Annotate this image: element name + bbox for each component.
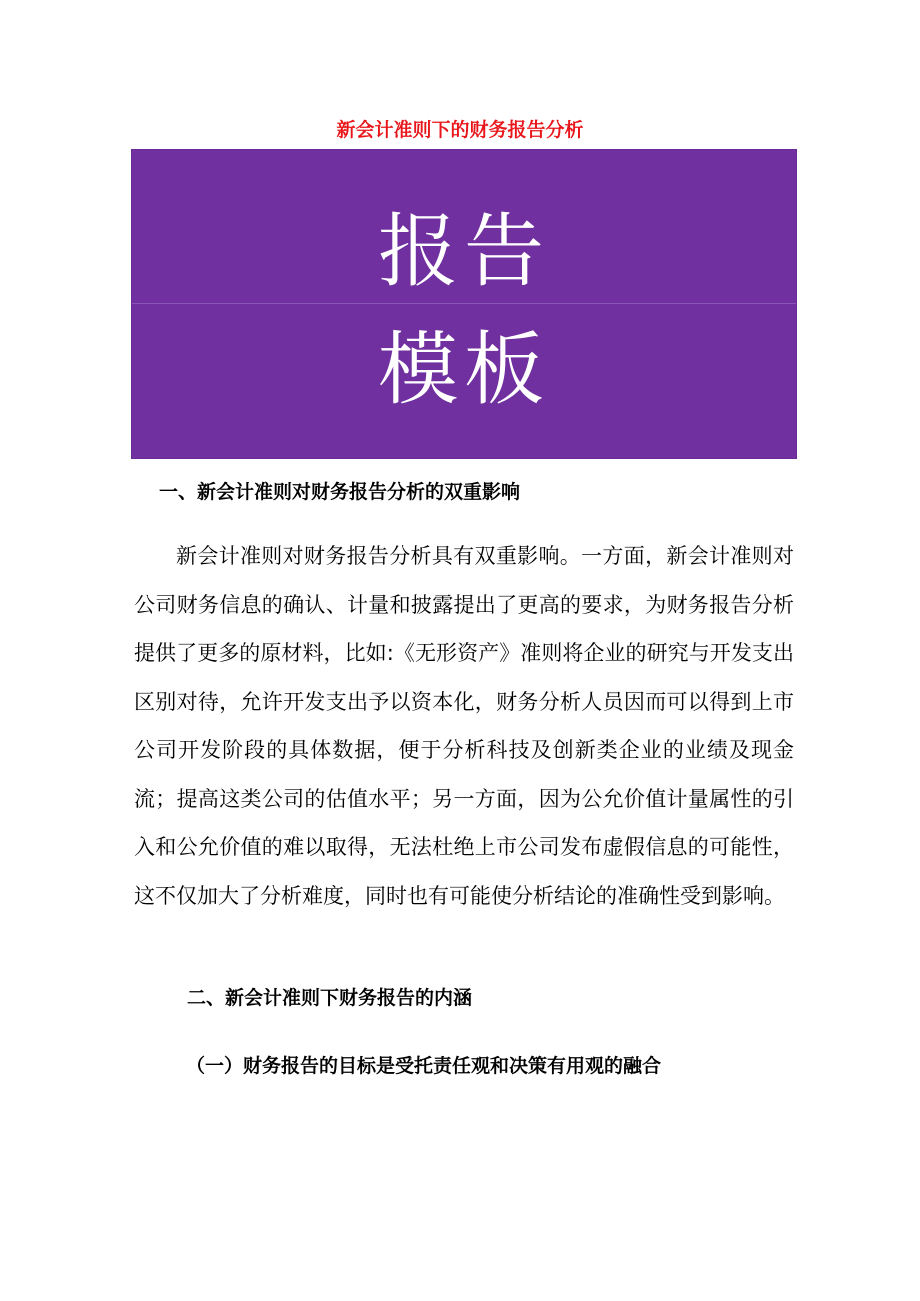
banner-divider	[132, 303, 796, 304]
section-1-heading: 一、新会计准则对财务报告分析的双重影响	[159, 481, 521, 503]
banner-text-line-2: 模板	[378, 323, 550, 416]
banner-text-line-1: 报告	[378, 205, 550, 298]
section-2-heading: 二、新会计准则下财务报告的内涵	[187, 987, 473, 1009]
section-1-paragraph: 新会计准则对财务报告分析具有双重影响。一方面，新会计准则对公司财务信息的确认、计量和披露提出了更高的要求，为财务报告分析提供了更多的原材料，比如:《无形资产》准则将企业的研究与开发支出区别对待，允许开发支出予以资本化，财务分析人员因而可以得到上市公司开发阶段的具体数据，便于分析科技及创新类企业的业绩及现金流；提高这类公司的估值水平；另一方面，因为公允价值计量属性的引入和公允价值的难以取得，无法杜绝上市公司发布虚假信息的可能性，这不仅加大了分析难度，同时也有可能使分析结论的准确性受到影响。	[134, 544, 794, 908]
subsection-1-heading: （一）财务报告的目标是受托责任观和决策有用观的融合	[186, 1055, 662, 1077]
cover-banner	[131, 149, 797, 459]
document-title: 新会计准则下的财务报告分析	[336, 119, 584, 141]
